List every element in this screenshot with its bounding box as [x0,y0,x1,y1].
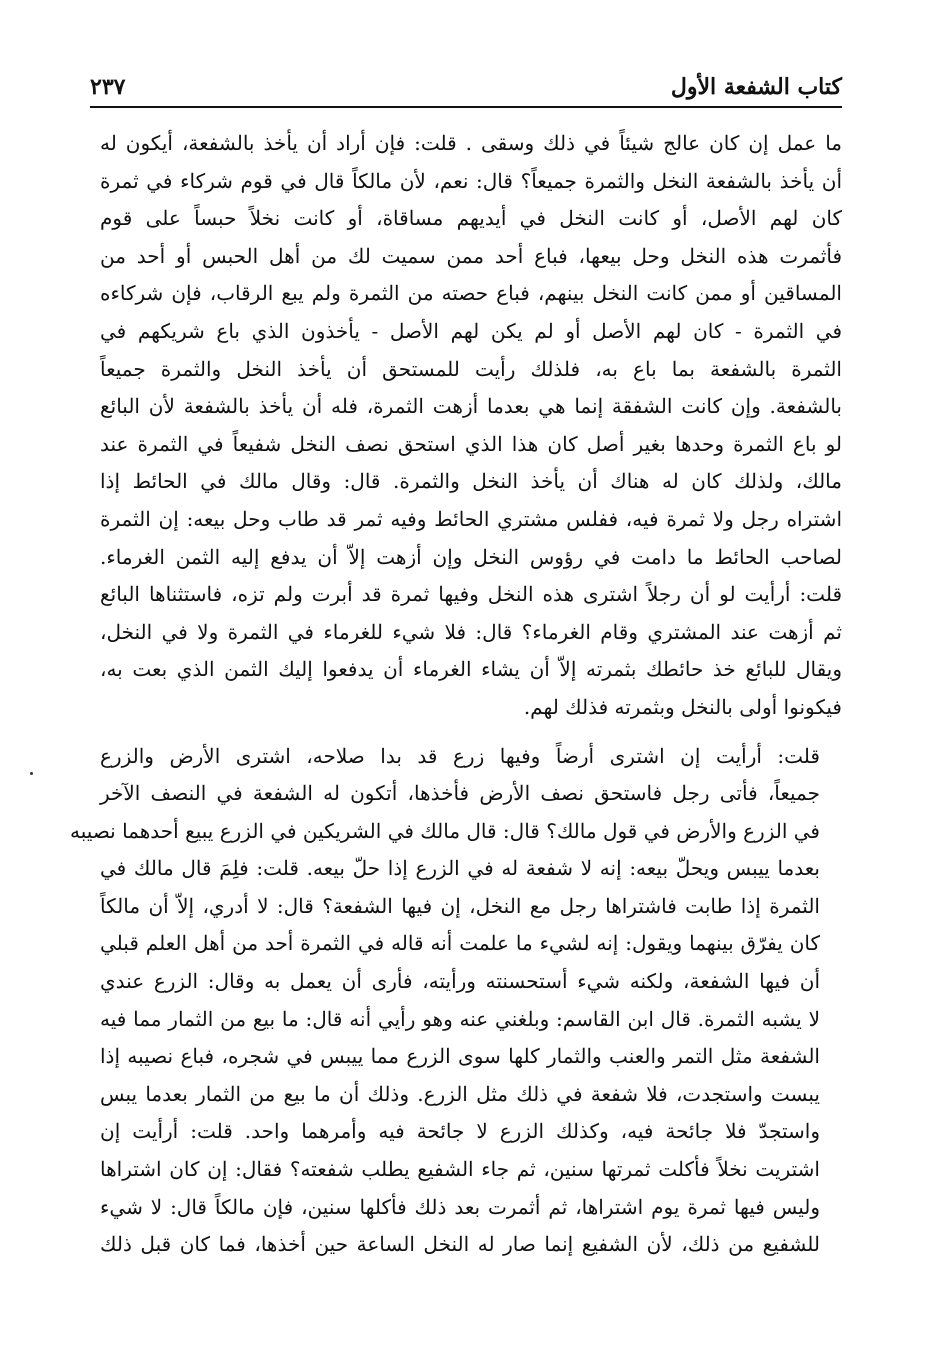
page-number: ٢٣٧ [90,74,126,100]
text-line: قلت: أرأيت إن اشترى أرضاً وفيها زرع قد بدا صلاحه، اشترى الأرض والزرع [100,743,820,768]
paragraph-2 [70,738,842,1264]
scan-speck [30,772,33,775]
text-line: في الزرع والأرض في قول مالك؟ قال: قال مالك في الشريكين في الزرع يبيع أحدهما نصيبه [70,818,820,843]
text-line: في الثمرة - كان لهم الأصل أو لم يكن لهم الأصل - يأخذون الذي باع شريكهم في [100,318,842,343]
text-line: لو باع الثمرة وحدها بغير أصل كان هذا الذي استحق نصف النخل شفيعاً في الثمرة عند [100,431,842,456]
text-line: لصاحب الحائط ما دامت في رؤوس النخل وإن أزهت إلاّ أن يدفع إليه الثمن الغرماء. [100,544,842,569]
text-line: لا يشبه الثمرة. قال ابن القاسم: وبلغني عنه وهو رأيي أنه قال: ما بيع من الثمار مما فيه [100,1006,820,1031]
text-line: للشفيع من ذلك، لأن الشفيع إنما صار له النخل الساعة حين أخذها، فما كان قبل ذلك [100,1232,820,1257]
text-line: بالشفعة. وإن كانت الشفقة إنما هي بعدما أزهت الثمرة، فله أن يأخذ بالشفعة لأن البائع [100,394,842,419]
body-text [70,125,842,1264]
text-line: ثم أزهت عند المشتري وقام الغرماء؟ قال: فلا شيء للغرماء في الثمرة ولا في النخل، [100,619,842,644]
header-title: كتاب الشفعة الأول [670,74,842,100]
text-line: كان يفرّق بينهما ويقول: إنه لشيء ما علمت أنه قاله في الثمرة أحد من أهل العلم قبلي [100,931,820,956]
text-line: واستجدّ فلا جائحة فيه، وكذلك الزرع لا جائحة فيه وأمرهما واحد. قلت: أرأيت إن [100,1119,820,1144]
text-line: أن يأخذ بالشفعة النخل والثمرة جميعاً؟ قال: نعم، لأن مالكاً قال في قوم شركاء في ثمرة [100,168,842,193]
text-line: وليس فيها ثمرة يوم اشتراها، ثم أثمرت بعد ذلك فأكلها سنين، فإن مالكاً قال: لا شيء [100,1194,820,1219]
text-line: المساقين أو ممن كانت النخل بينهم، فباع حصته من الثمرة ولم يبع الرقاب، فإن شركاءه [100,281,842,306]
running-header [90,62,842,108]
text-line: أن فيها الشفعة، ولكنه شيء أستحسنته ورأيته، فأرى أن يعمل به وقال: الزرع عندي [100,969,820,994]
text-line: ما عمل إن كان عالج شيئاً في ذلك وسقى . قلت: فإن أراد أن يأخذ بالشفعة، أيكون له [100,131,842,155]
text-line: مالك، ولذلك كان له هناك أن يأخذ النخل والثمرة. قال: وقال مالك في الحائط إذا [100,469,842,494]
text-line: ويقال للبائع خذ حائطك بثمرته إلاّ أن يشاء الغرماء أن يدفعوا إليك الثمن الذي بعت به، [100,657,842,682]
text-line: الشفعة مثل التمر والعنب والثمار كلها سوى الزرع مما ييبس في شجره، فباع نصيبه إذا [100,1044,820,1069]
text-line: اشتريت نخلاً فأكلت ثمرتها سنين، ثم جاء الشفيع يطلب شفعته؟ فقال: إن كان اشتراها [100,1157,820,1182]
text-line: فيكونوا أولى بالنخل وبثمرته فذلك لهم. [523,694,842,719]
text-line: فأثمرت هذه النخل وحل بيعها، فباع أحد ممن سميت لك من أهل الحبس أو أحد من [100,243,842,268]
text-line: جميعاً، فأتى رجل فاستحق نصف الأرض فأخذها، أتكون له الشفعة في النصف الآخر [100,781,820,806]
text-line: يبست واستجدت، فلا شفعة في ذلك مثل الزرع. وذلك أن ما بيع من الثمار بعدما يبس [100,1081,820,1106]
text-line: قلت: أرأيت لو أن رجلاً اشترى هذه النخل وفيها ثمرة قد أبرت ولم تزه، فاستثناها البائع [100,582,842,607]
text-line: بعدما ييبس ويحلّ بيعه: إنه لا شفعة له في الزرع إذا حلّ بيعه. قلت: فلِمَ قال مالك في [100,856,820,881]
text-line: كان لهم الأصل، أو كانت النخل في أيديهم مساقاة، أو كانت نخلاً حبساً على قوم [100,206,842,231]
text-line: الثمرة إذا طابت فاشتراها رجل مع النخل، إن فيها الشفعة؟ قال: لا أدري، إلاّ أن مالكاً [100,893,820,918]
paragraph-1 [100,125,842,727]
text-line: اشتراه رجل ولا ثمرة فيه، ففلس مشتري الحائط وفيه ثمر قد طاب وحل بيعه: إن الثمرة [100,506,842,531]
text-line: الثمرة بالشفعة بما باع به، فلذلك رأيت للمستحق أن يأخذ النخل والثمرة جميعاً [100,356,842,381]
